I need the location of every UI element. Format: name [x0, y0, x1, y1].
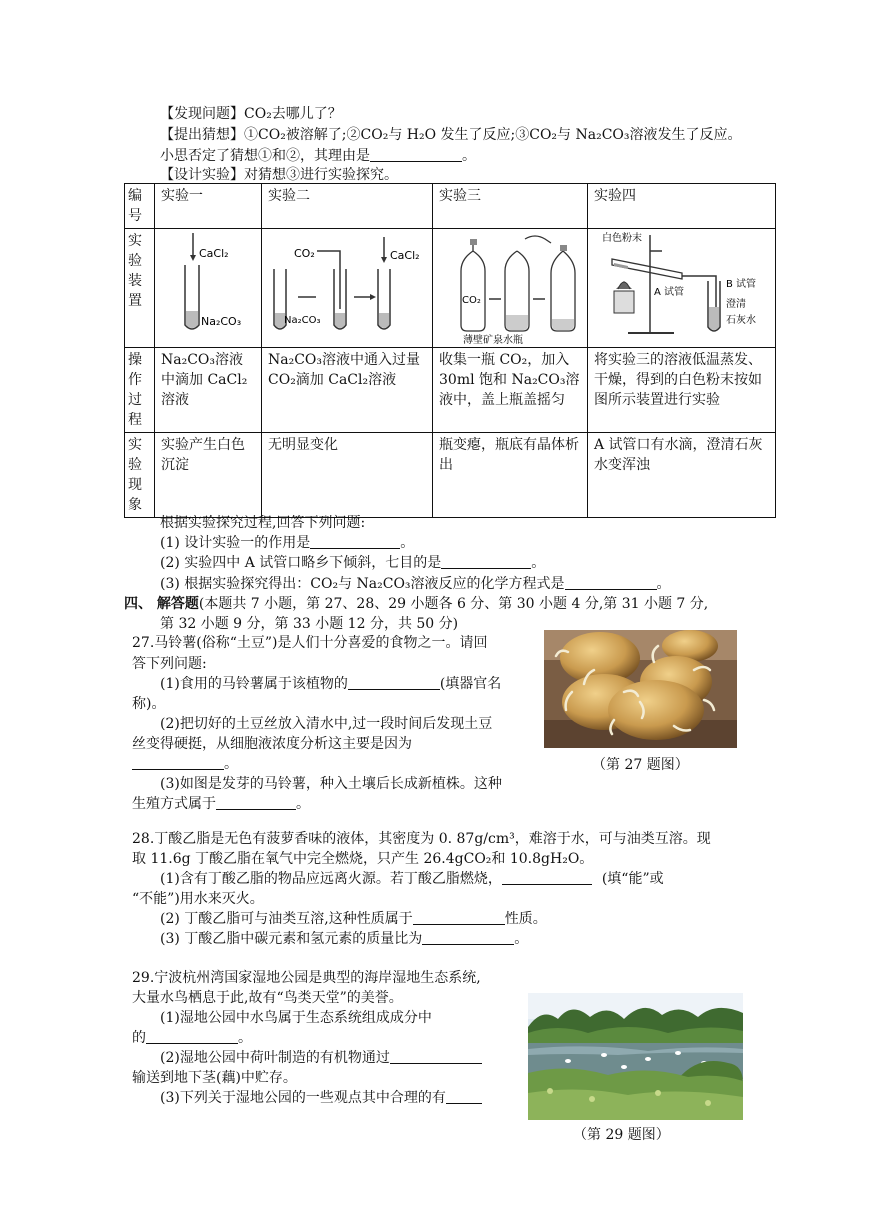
answer-blank[interactable]	[502, 870, 592, 885]
operation-2: Na₂CO₃溶液中通入过量 CO₂滴加 CaCl₂溶液	[262, 348, 433, 433]
q29-line-2: 大量水鸟栖息于此,故有“鸟类天堂”的美誉。	[132, 990, 403, 1006]
tube-a-label: A 试管	[654, 287, 685, 298]
question-2-text: (2) 实验四中 A 试管口略乡下倾斜，七目的是	[160, 555, 442, 571]
intro-line-1: 【发现问题】CO₂去哪儿了？	[160, 106, 342, 122]
q27-part-2-end: 。	[224, 756, 238, 772]
answer-blank[interactable]	[310, 534, 400, 549]
tube-b-label: B 试管	[726, 279, 757, 290]
answer-blank[interactable]	[390, 1049, 482, 1064]
answer-blank[interactable]	[446, 1089, 482, 1104]
q27-caption: （第 27 题图）	[592, 757, 689, 773]
answer-blank[interactable]	[348, 675, 440, 690]
phenomenon-4: A 试管口有水滴，澄清石灰水变浑浊	[588, 433, 776, 518]
q28-part-2-end: 性质。	[504, 911, 547, 927]
apparatus-2-drawing	[262, 229, 433, 347]
q29-caption: （第 29 题图）	[573, 1127, 670, 1143]
q28-line-1: 28.丁酸乙脂是无色有菠萝香味的液体，其密度为 0. 87g/cm³，难溶于水，可与油类互溶。现	[132, 831, 711, 847]
cacl2-label: CaCl₂	[199, 247, 229, 260]
answer-blank[interactable]	[370, 147, 462, 162]
apparatus-4-drawing	[588, 229, 776, 347]
question-3-text: (3) 根据实验探究得出：CO₂与 Na₂CO₃溶液反应的化学方程式是	[160, 576, 565, 592]
question-1	[160, 533, 414, 553]
question-1-end: 。	[400, 535, 415, 551]
intro-line-3-end: 。	[462, 148, 476, 164]
q27-part-3-end: 。	[296, 796, 310, 812]
q29-part-3-text: (3)下列关于湿地公园的一些观点其中合理的有	[160, 1090, 446, 1106]
row-header-apparatus: 实验装置	[125, 229, 155, 348]
q27-line-1: 27.马铃薯(俗称“土豆”)是人们十分喜爱的食物之一。请回	[132, 635, 488, 651]
q27-line-7	[132, 754, 238, 774]
phenomenon-3: 瓶变瘪，瓶底有晶体析出	[433, 433, 588, 518]
answer-blank[interactable]	[132, 755, 224, 770]
q28-line-6	[160, 929, 528, 949]
col-header-3: 实验三	[433, 184, 588, 229]
q28-line-2: 取 11.6g 丁酸乙脂在氧气中完全燃烧，只产生 26.4gCO₂和 10.8gH₂O。	[132, 851, 594, 867]
q27-line-4: 称)。	[132, 696, 166, 712]
limewater-label-2: 石灰水	[726, 315, 756, 326]
intro-line-4: 【设计实验】对猜想③进行实验探究。	[160, 167, 398, 183]
q28-line-3	[160, 869, 664, 889]
question-3-end: 。	[656, 576, 671, 592]
na2co3-label: Na₂CO₃	[201, 315, 242, 328]
row-header-phenomenon: 实验现象	[125, 433, 155, 518]
section-4-desc-2: 第 32 小题 9 分，第 33 小题 12 分，共 50 分)	[160, 616, 459, 632]
q29-line-7	[160, 1088, 482, 1108]
answer-blank[interactable]	[441, 554, 531, 569]
q29-line-3: (1)湿地公园中水鸟属于生态系统组成成分中	[160, 1010, 432, 1026]
section-4-header	[124, 594, 708, 614]
q27-line-5: (2)把切好的土豆丝放入清水中,过一段时间后发现土豆	[160, 716, 493, 732]
q27-line-8: (3)如图是发芽的马铃薯，种入土壤后长成新植株。这种	[160, 776, 502, 792]
questions-lead: 根据实验探究过程,回答下列问题:	[160, 515, 366, 531]
cacl2-label-2: CaCl₂	[390, 249, 420, 262]
q28-line-5	[160, 909, 547, 929]
row-header-operation: 操作过程	[125, 348, 155, 433]
answer-blank[interactable]	[146, 1029, 238, 1044]
operation-3: 收集一瓶 CO₂，加入 30ml 饱和 Na₂CO₃溶液中，盖上瓶盖摇匀	[433, 348, 588, 433]
q28-part-1-end: (填“能”或	[601, 871, 664, 887]
apparatus-1	[155, 229, 262, 348]
question-1-text: (1) 设计实验一的作用是	[160, 535, 311, 551]
q29-line-4	[132, 1028, 252, 1048]
row-header-number: 编号	[125, 184, 155, 229]
q27-line-9	[132, 794, 310, 814]
co2-label: CO₂	[294, 247, 315, 260]
col-header-4: 实验四	[588, 184, 776, 229]
section-4-desc-1: (本题共 7 小题，第 27、28、29 小题各 6 分、第 30 小题 4 分,第 31 小题 7 分,	[198, 596, 709, 612]
col-header-2: 实验二	[262, 184, 433, 229]
q28-part-3-text: (3) 丁酸乙脂中碳元素和氢元素的质量比为	[160, 931, 423, 947]
q29-line-6: 输送到地下茎(藕)中贮存。	[132, 1070, 297, 1086]
apparatus-3-drawing	[433, 229, 588, 347]
apparatus-4	[588, 229, 776, 348]
intro-line-2: 【提出猜想】①CO₂被溶解了;②CO₂与 H₂O 发生了反应;③CO₂与 Na₂CO₃溶液发生了反应。	[160, 127, 742, 143]
apparatus-3	[433, 229, 588, 348]
q29-line-1: 29.宁波杭州湾国家湿地公园是典型的海岸湿地生态系统,	[132, 970, 481, 986]
intro-line-3-text: 小思否定了猜想①和②，其理由是	[160, 148, 370, 164]
q29-part-2-text: (2)湿地公园中荷叶制造的有机物通过	[160, 1050, 390, 1066]
wetland-photo	[528, 993, 743, 1120]
co2-label-3: CO₂	[462, 295, 481, 306]
answer-blank[interactable]	[413, 910, 505, 925]
q28-part-1-text: (1)含有丁酸乙脂的物品应远离火源。若丁酸乙脂燃烧，	[160, 871, 502, 887]
answer-blank[interactable]	[422, 930, 514, 945]
q27-part-3-text: 生殖方式属于	[132, 796, 216, 812]
operation-4: 将实验三的溶液低温蒸发、干燥，得到的白色粉末按如图所示装置进行实验	[588, 348, 776, 433]
q28-part-2-text: (2) 丁酸乙脂可与油类互溶,这种性质属于	[160, 911, 413, 927]
answer-blank[interactable]	[565, 575, 657, 590]
q27-part-1-end: (填器官名	[439, 676, 502, 692]
q27-line-2: 答下列问题:	[132, 656, 207, 672]
section-4-title: 四、 解答题	[124, 596, 199, 612]
q29-part-1-text: 的	[132, 1030, 146, 1046]
question-3	[160, 574, 671, 594]
intro-line-3	[160, 146, 476, 166]
question-2-end: 。	[531, 555, 546, 571]
question-2	[160, 553, 545, 573]
q29-part-1-end: 。	[238, 1030, 252, 1046]
white-powder-label: 白色粉末	[602, 233, 642, 244]
apparatus-1-drawing	[155, 229, 262, 347]
q28-line-4: “不能”)用水来灭火。	[132, 891, 264, 907]
na2co3-label-2: Na₂CO₃	[284, 315, 321, 326]
apparatus-2	[262, 229, 433, 348]
q28-part-3-end: 。	[514, 931, 529, 947]
potato-photo	[544, 630, 737, 748]
q29-line-5	[160, 1048, 482, 1068]
phenomenon-1: 实验产生白色沉淀	[155, 433, 262, 518]
col-header-1: 实验一	[155, 184, 262, 229]
limewater-label-1: 澄清	[726, 299, 746, 310]
q27-line-6: 丝变得硬挺，从细胞液浓度分析这主要是因为	[132, 736, 412, 752]
bottle-label: 薄壁矿泉水瓶	[463, 335, 523, 346]
phenomenon-2: 无明显变化	[262, 433, 433, 518]
experiment-table	[124, 183, 776, 518]
operation-1: Na₂CO₃溶液中滴加 CaCl₂溶液	[155, 348, 262, 433]
answer-blank[interactable]	[216, 795, 296, 810]
q27-part-1-text: (1)食用的马铃薯属于该植物的	[160, 676, 348, 692]
q27-line-3	[160, 674, 501, 694]
